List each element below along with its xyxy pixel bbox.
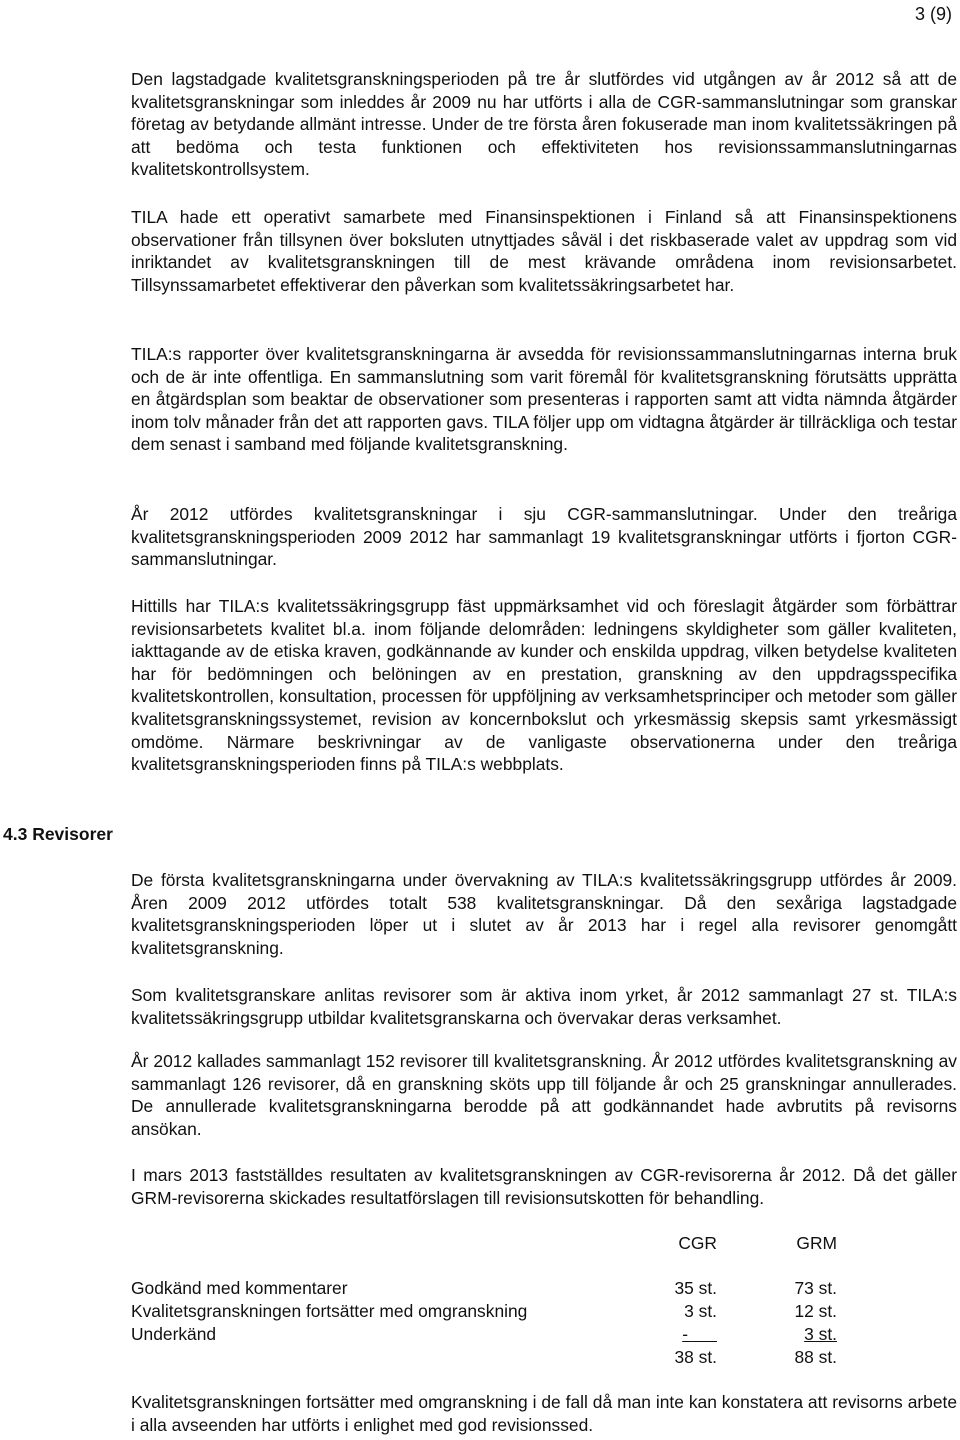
section-heading: 4.3 Revisorer [3,824,113,844]
total-cgr-value: 38 st. [674,1347,717,1367]
paragraph-5: Hittills har TILA:s kvalitetssäkringsgrupp fäst uppmärksamhet vid och föreslagit åtgärder som förbättrar revisionsarbetets kvalitet bl.a. inom följande delområden: ledningens skyldigheter som gäller kvaliteten, iakttagande av de etiska kraven, godkännande av kunder och enskilda uppdrag, vilken betydelse kvaliteten har för bedömningen och belöningen av en prestation, granskning av den uppdragsspecifika kvalitetskontrollen, konsultation, processen för uppföljning av verksamhetsprinciper och metoder som gäller kvalitetsgranskningssystemet, revision av koncernbokslut och yrkesmässig skepsis samt yrkesmässigt omdöme. Närmare beskrivningar av de vanligaste observationerna under den treåriga kvalitetsgranskningsperioden finns på TILA:s webbplats. [131,596,957,775]
paragraph-2: TILA hade ett operativt samarbete med Finansinspektionen i Finland så att Finansinspektionens observationer från tillsynen över boksluten utnyttjades såväl i det riskbaserade valet av uppdrag som vid inriktandet av kvalitetsgranskningen till de mest krävande områdena inom revisionsarbetet. Tillsynssamarbetet effektiverar den påverkan som kvalitetssäkringsarbetet har. [131,207,957,295]
results-row [131,1277,837,1300]
paragraph-9: I mars 2013 fastställdes resultaten av kvalitetsgranskningen av CGR-revisorerna år 2012. Då det gäller GRM-revisorerna skickades resultatförslagen till revisionsutskotten för behandling. [131,1165,957,1208]
row-grm-value: 73 st. [794,1278,837,1298]
row-label: Underkänd [131,1324,217,1344]
row-grm-value: 12 st. [794,1301,837,1321]
paragraph-3: TILA:s rapporter över kvalitetsgranskningarna är avsedda för revisionssammanslutningarnas interna bruk och de är inte offentliga. En sammanslutning som varit föremål för kvalitetsgranskning förutsätts upprätta en åtgärdsplan som beaktar de observationer som presenteras i rapporten samt att vidta nämnda åtgärder inom tolv månader från det att rapporten gavs. TILA följer upp om vidtagna åtgärder är tillräckliga och testar dem senast i samband med följande kvalitetsgranskning. [131,344,957,455]
row-label: Kvalitetsgranskningen fortsätter med omgranskning [131,1301,528,1321]
row-cgr-value: 35 st. [674,1278,717,1298]
column-header-cgr: CGR [678,1233,717,1253]
row-grm-value: 3 st. [804,1324,837,1344]
results-row [131,1300,837,1323]
paragraph-8: År 2012 kallades sammanlagt 152 revisorer till kvalitetsgranskning. År 2012 utfördes kvalitetsgranskning av sammanlagt 126 revisorer, då en granskning sköts upp till följande år och 25 granskningar annullerades. De annullerade kvalitetsgranskningarna berodde på att godkännandet hade avbrutits på revisorns ansökan. [131,1051,957,1139]
results-row [131,1323,837,1346]
page-number: 3 (9) [914,4,952,24]
row-label: Godkänd med kommentarer [131,1278,348,1298]
paragraph-7: Som kvalitetsgranskare anlitas revisorer som är aktiva inom yrket, år 2012 sammanlagt 27 st. TILA:s kvalitetssäkringsgrupp utbildar kvalitetsgranskarna och övervakar deras verksamhet. [131,985,957,1028]
paragraph-6: De första kvalitetsgranskningarna under övervakning av TILA:s kvalitetssäkringsgrupp utfördes år 2009. Åren 2009 2012 utfördes totalt 538 kvalitetsgranskningar. Då den sexåriga lagstadgade kvalitetsgranskningsperioden löper ut i slutet av år 2013 har i regel alla revisorer genomgått kvalitetsgranskning. [131,870,957,958]
total-grm-value: 88 st. [794,1347,837,1367]
results-table [131,1232,837,1369]
results-header-blank [131,1232,641,1277]
paragraph-4: År 2012 utfördes kvalitetsgranskningar i sju CGR-sammanslutningar. Under den treåriga kvalitetsgranskningsperioden 2009 2012 har sammanlagt 19 kvalitetsgranskningar utförts i fjorton CGR-sammanslutningar. [131,504,957,570]
paragraph-10: Kvalitetsgranskningen fortsätter med omgranskning i de fall då man inte kan konstatera att revisorns arbete i alla avseenden har utförts i enlighet med god revisionssed. [131,1392,957,1435]
column-header-grm: GRM [796,1233,837,1253]
row-cgr-value: 3 st. [684,1301,717,1321]
paragraph-1: Den lagstadgade kvalitetsgranskningsperioden på tre år slutfördes vid utgången av år 2012 så att de kvalitetsgranskningar som inleddes år 2009 nu har utförts i alla de CGR-sammanslutningar som granskar företag av betydande allmänt intresse. Under de tre första åren fokuserade man inom kvalitetssäkringen på att bedöma och testa funktionen och effektiviteten hos revisionssammanslutningarnas kvalitetskontrollsystem. [131,69,957,180]
results-total-row [131,1346,837,1369]
results-header-row [131,1232,837,1277]
row-cgr-value: - [682,1324,693,1344]
